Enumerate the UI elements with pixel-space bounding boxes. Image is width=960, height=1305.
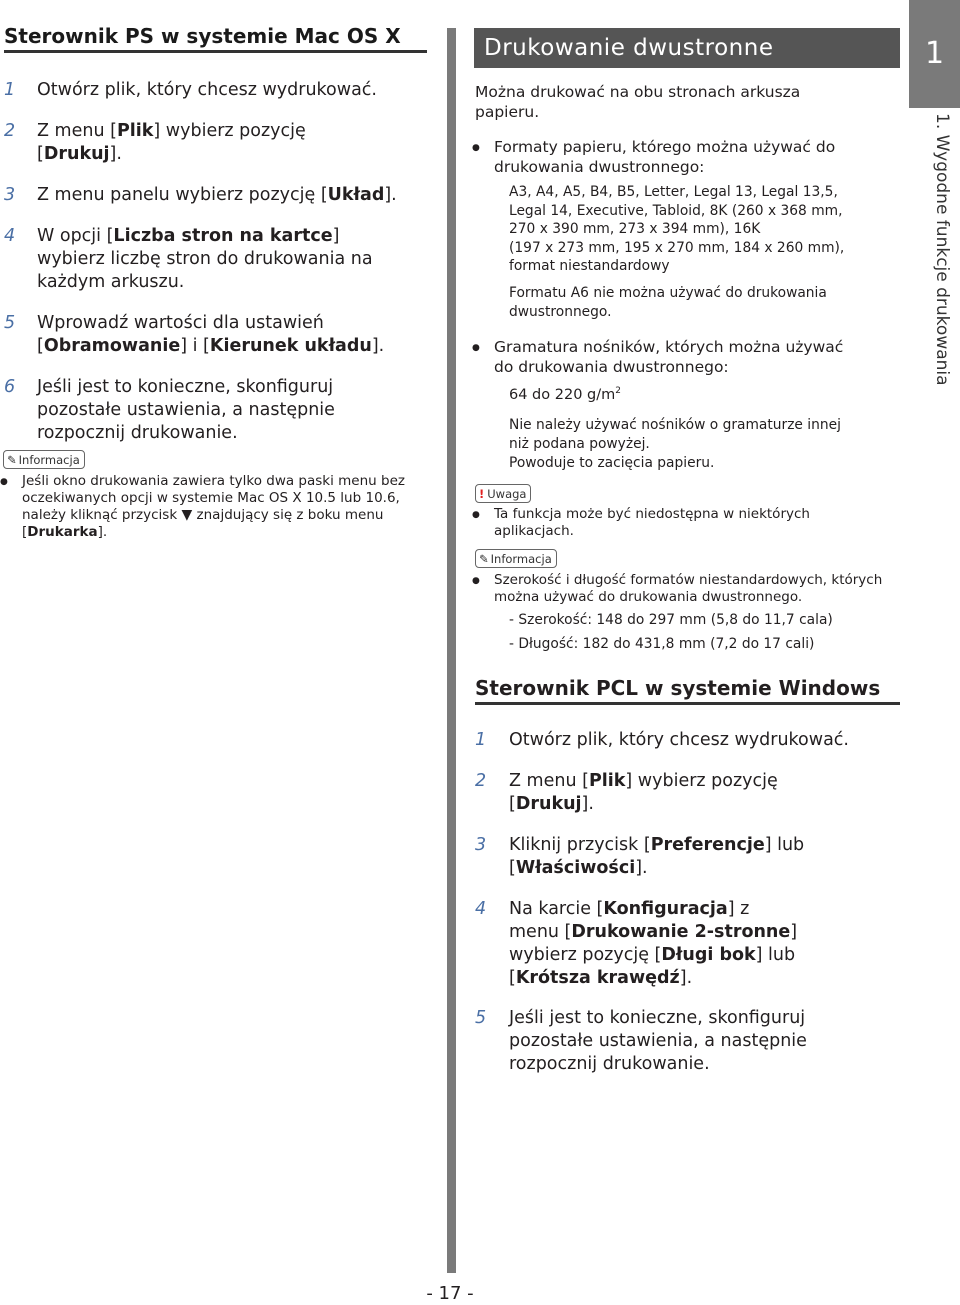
intro-text: Można drukować na obu stronach arkusza papieru. [475,83,801,121]
right-step-3: 3 Kliknij przycisk [Preferencje] lub [Właściwości]. [475,835,805,878]
info-tag: ✎ Informacja [3,450,85,469]
width-range: - Szerokość: 148 do 297 mm (5,8 do 11,7 cala) [509,612,833,628]
left-step-5: 5 Wprowadź wartości dla ustawień [Obramowanie] i [Kierunek układu]. [4,313,385,356]
weight-bullet: ● Gramatura nośników, których można używać do drukowania dwustronnego: [494,337,899,377]
length-range: - Długość: 182 do 431,8 mm (7,2 do 17 cali) [509,636,815,652]
weight-note: Nie należy używać nośników o gramaturze innej niż podana powyżej. Powoduje to zacięcia papieru. [509,417,841,471]
page-number: - 17 - [426,1283,474,1304]
step-number: 3 [475,835,487,855]
step-number: 6 [4,377,16,397]
step-text: Otwórz plik, który chcesz wydrukować. [37,80,377,100]
right-step-4: 4 Na karcie [Konfiguracja] z menu [Drukowanie 2-stronne] wybierz pozycję [Długi bok] lub [Krótsza krawędź]. [475,899,798,988]
custom-size-bullet: ● Szerokość i długość formatów niestandardowych, których można używać do drukowania dwustronnego. [494,572,899,606]
right-step-5: 5 Jeśli jest to konieczne, skonfiguruj pozostałe ustawienia, a następnie rozpocznij drukowanie. [475,1008,807,1074]
step-number: 4 [4,226,16,246]
pencil-icon: ✎ [479,552,489,566]
info-tag: ✎ Informacja [475,549,557,568]
step-number: 1 [4,80,16,100]
paper-size-list: A3, A4, A5, B4, B5, Letter, Legal 13, Legal 13,5, Legal 14, Executive, Tabloid, 8K (260 x 368 mm, 270 x 390 mm, 273 x 394 mm), 16K (197 x 273 mm, 195 x 270 mm, 184 x 260 mm), format niestandardowy [509,184,845,274]
step-number: 2 [4,121,16,141]
pcl-heading-rule [475,702,900,705]
left-info-bullet: ● Jeśli okno drukowania zawiera tylko dwa paski menu bez oczekiwanych opcji w systemie Mac OS X 10.5 lub 10.6, należy kliknąć przycisk ▼ znajdujący się z boku menu [Drukarka]. [22,473,432,541]
exclamation-icon: ! [479,487,485,501]
pencil-icon: ✎ [7,453,17,467]
left-heading: Sterownik PS w systemie Mac OS X [4,24,401,48]
step-number: 1 [475,730,487,750]
warning-bullet: ● Ta funkcja może być niedostępna w niektórych aplikacjach. [494,506,899,540]
step-number: 4 [475,899,487,919]
section-banner: Drukowanie dwustronne [474,28,900,68]
right-step-2: 2 Z menu [Plik] wybierz pozycję [Drukuj]. [475,771,778,814]
step-number: 5 [4,313,16,333]
step-number: 3 [4,185,16,205]
step-number: 2 [475,771,487,791]
left-step-2: 2 Z menu [Plik] wybierz pozycję [Drukuj]. [4,121,306,164]
warning-tag: ! Uwaga [475,484,531,503]
paper-size-bullet: ● Formaty papieru, którego można używać do drukowania dwustronnego: [494,137,899,177]
pcl-heading: Sterownik PCL w systemie Windows [475,676,881,700]
left-step-4: 4 W opcji [Liczba stron na kartce] wybierz liczbę stron do drukowania na każdym arkuszu. [4,226,373,292]
column-divider [447,28,456,1273]
chapter-title: 1. Wygodne funkcje drukowania [932,113,952,386]
weight-value: 64 do 220 $g/m^2$ [509,386,621,403]
a6-note: Formatu A6 nie można używać do drukowania dwustronnego. [509,285,827,320]
step-number: 5 [475,1008,487,1028]
triangle-down-icon: ▼ [181,507,193,523]
left-step-6: 6 Jeśli jest to konieczne, skonfiguruj pozostałe ustawienia, a następnie rozpocznij drukowanie. [4,377,335,443]
left-heading-rule [4,50,427,53]
chapter-tab: 1 [909,0,960,108]
